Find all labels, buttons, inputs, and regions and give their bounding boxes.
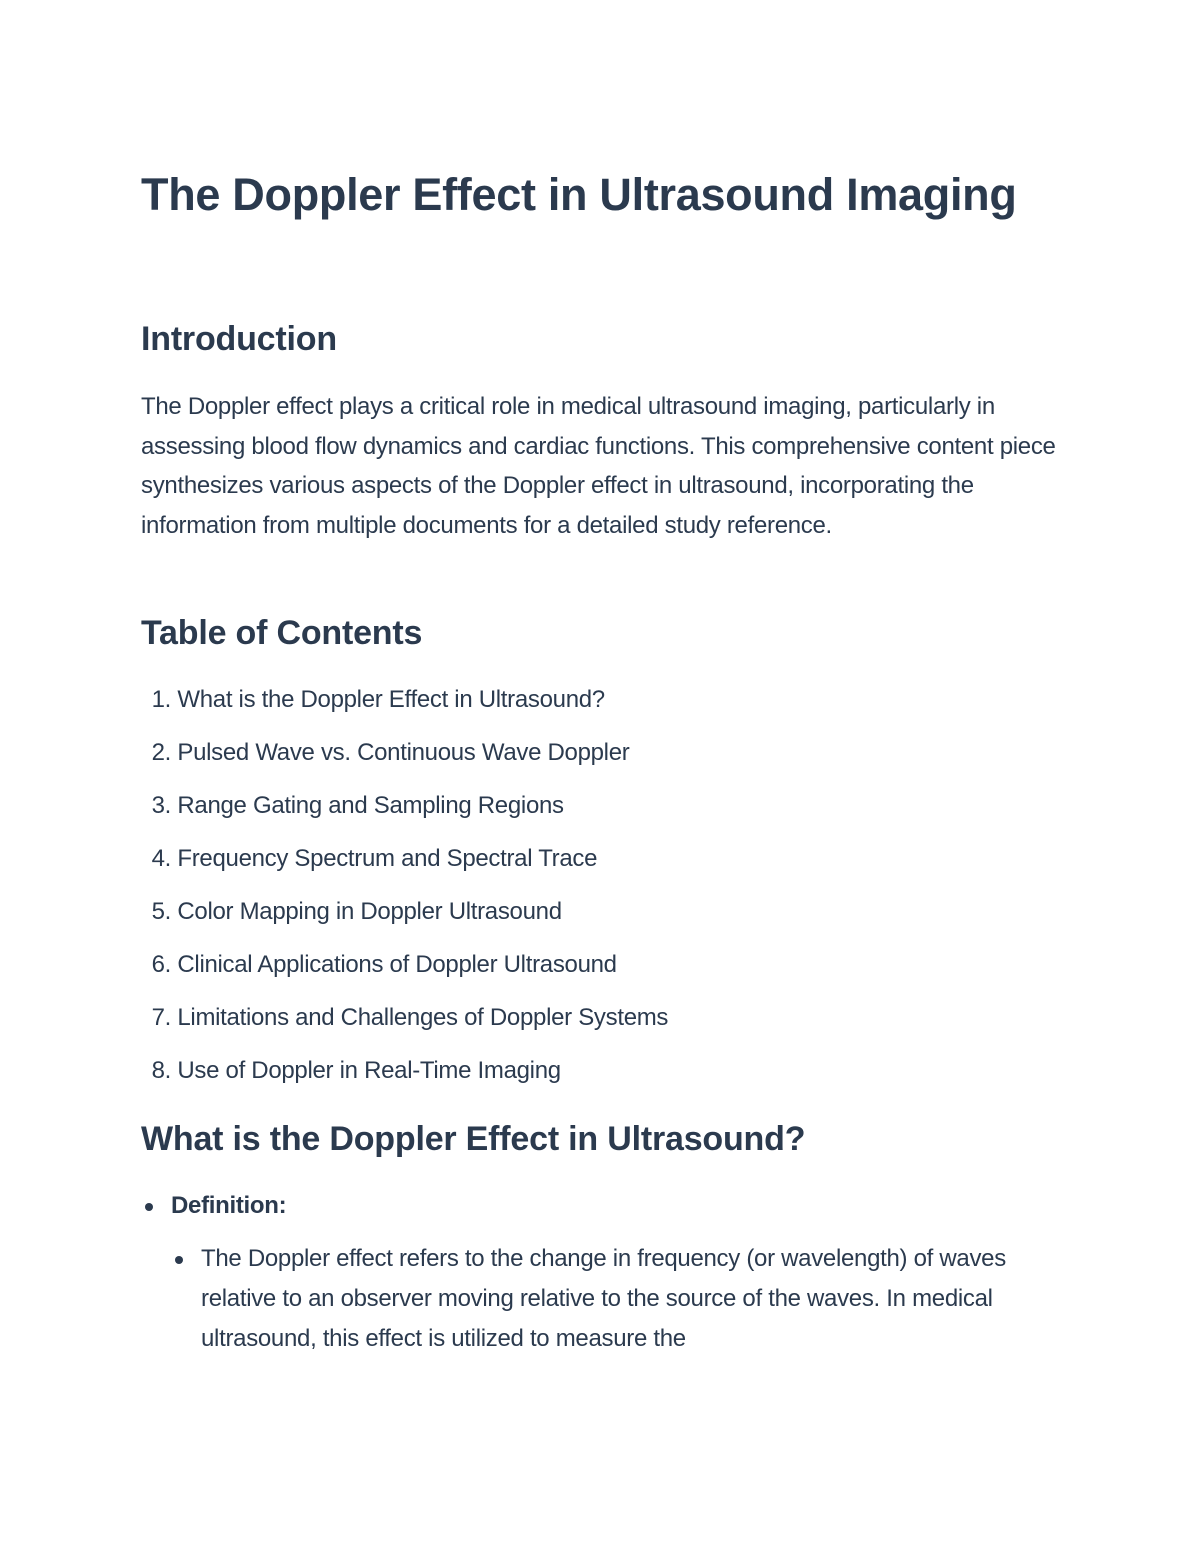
toc-item-label: Range Gating and Sampling Regions [177, 792, 564, 819]
toc-item-number: 1. [151, 686, 171, 713]
toc-item-number: 6. [151, 951, 171, 978]
toc-item[interactable] [141, 998, 668, 1051]
toc-heading: Table of Contents [141, 614, 423, 652]
toc-item-number: 2. [151, 739, 171, 766]
definition-text: The Doppler effect refers to the change in frequency (or wavelength) of waves relative to an observer moving relative to the source of the waves. In medical ultrasound, this effect is utilized to measure the [201, 1245, 1006, 1352]
document-title: The Doppler Effect in Ultrasound Imaging [141, 169, 1017, 220]
toc-item[interactable] [141, 1051, 668, 1104]
toc-item-label: Pulsed Wave vs. Continuous Wave Doppler [177, 739, 630, 766]
toc-item-label: Frequency Spectrum and Spectral Trace [177, 845, 598, 872]
bullet-icon [175, 1256, 183, 1264]
toc-item-label: Limitations and Challenges of Doppler Systems [177, 1004, 669, 1031]
toc-item-number: 7. [151, 1004, 171, 1031]
toc-item-number: 4. [151, 845, 171, 872]
toc-item-number: 5. [151, 898, 171, 925]
toc-item-label: Clinical Applications of Doppler Ultrasound [177, 951, 617, 978]
toc-item[interactable] [141, 945, 668, 998]
toc-item[interactable] [141, 680, 668, 733]
table-of-contents [141, 680, 668, 1104]
toc-item[interactable] [141, 786, 668, 839]
toc-item-label: Color Mapping in Doppler Ultrasound [177, 898, 562, 925]
toc-item-label: Use of Doppler in Real-Time Imaging [177, 1057, 561, 1084]
definition-label: Definition: [171, 1192, 287, 1219]
toc-item-number: 8. [151, 1057, 171, 1084]
toc-item[interactable] [141, 839, 668, 892]
toc-item-label: What is the Doppler Effect in Ultrasound? [177, 686, 605, 713]
introduction-paragraph: The Doppler effect plays a critical role in medical ultrasound imaging, particularly in assessing blood flow dynamics and cardiac functions. This comprehensive content piece synthesizes various aspects of the Doppler effect in ultrasound, incorporating the information from multiple documents for a detailed study reference. [141, 393, 1056, 539]
bullet-icon [145, 1203, 153, 1211]
toc-item-number: 3. [151, 792, 171, 819]
introduction-heading: Introduction [141, 320, 337, 358]
section-heading-doppler-effect: What is the Doppler Effect in Ultrasound? [141, 1120, 806, 1158]
toc-item[interactable] [141, 892, 668, 945]
toc-item[interactable] [141, 733, 668, 786]
